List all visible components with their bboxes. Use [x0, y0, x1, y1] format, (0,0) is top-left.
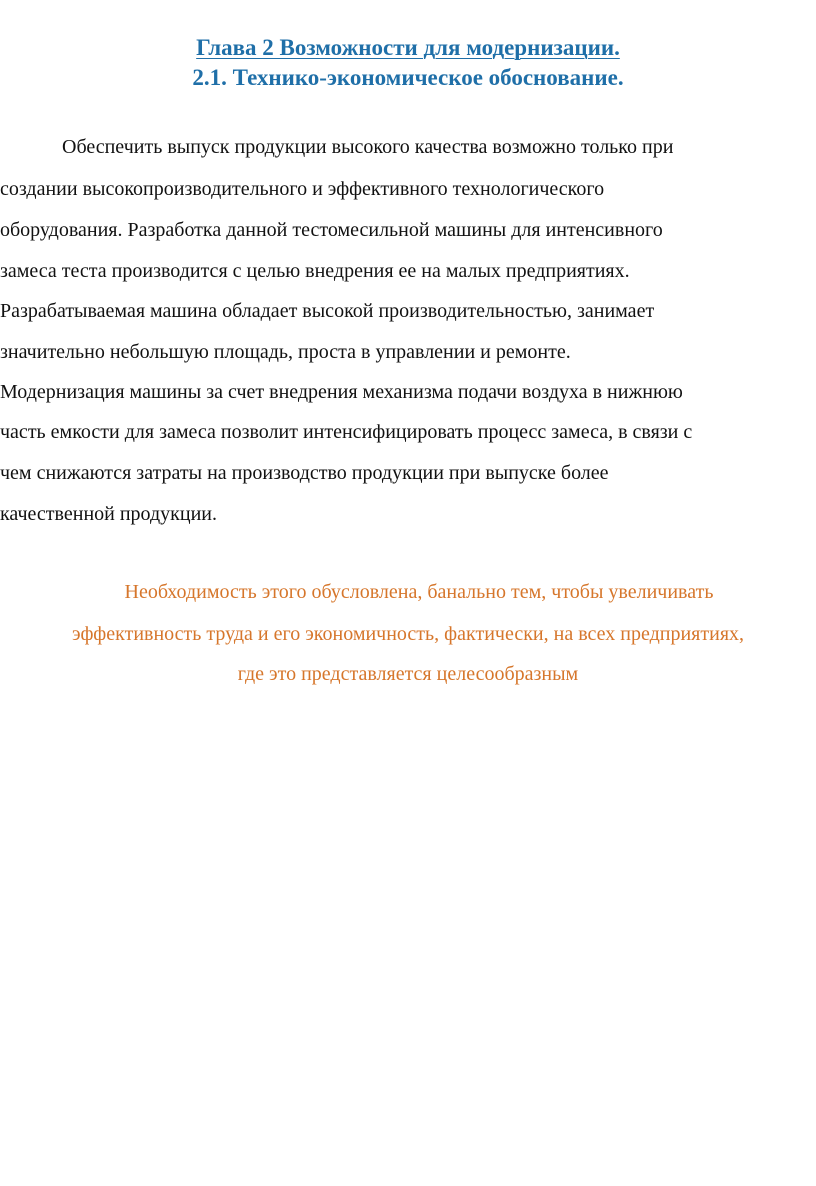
body-line: создании высокопроизводительного и эффективного технологического [0, 178, 605, 200]
note-line: эффективность труда и его экономичность, фактически, на всех предприятиях, [71, 623, 745, 645]
note-line: где это представляется целесообразным [237, 663, 579, 685]
body-line: оборудования. Разработка данной тестомесильной машины для интенсивного [0, 219, 663, 241]
chapter-title: Глава 2 Возможности для модернизации. [196, 35, 620, 60]
section-title: 2.1. Технико-экономическое обоснование. [192, 65, 624, 90]
body-line: Обеспечить выпуск продукции высокого качества возможно только при [62, 136, 674, 158]
body-line: часть емкости для замеса позволит интенсифицировать процесс замеса, в связи с [0, 421, 693, 443]
body-line: качественной продукции. [0, 503, 217, 525]
body-line: значительно небольшую площадь, проста в управлении и ремонте. [0, 341, 571, 363]
note-line: Необходимость этого обусловлена, банально тем, чтобы увеличивать [124, 581, 714, 603]
body-line: Разрабатываемая машина обладает высокой производительностью, занимает [0, 300, 655, 322]
body-line: чем снижаются затраты на производство продукции при выпуске более [0, 462, 609, 484]
body-line: замеса теста производится с целью внедрения ее на малых предприятиях. [0, 260, 630, 282]
body-line: Модернизация машины за счет внедрения механизма подачи воздуха в нижнюю [0, 381, 683, 403]
